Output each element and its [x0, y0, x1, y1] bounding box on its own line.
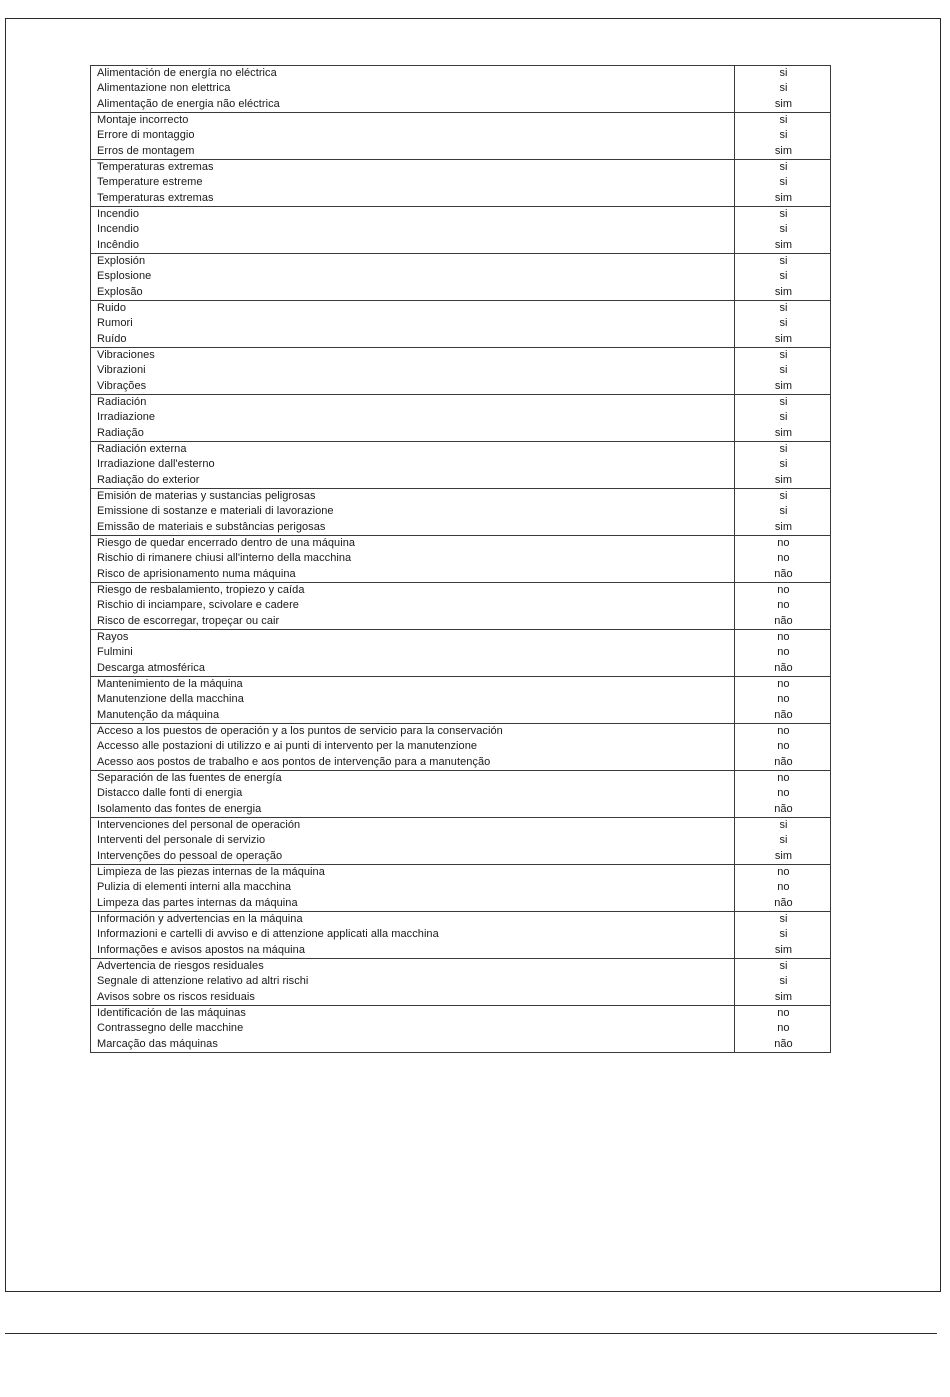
answer-pt: sim [774, 520, 792, 533]
hazard-label-pt: Manutenção da máquina [97, 708, 220, 721]
hazard-label-pt: Radiação [97, 426, 144, 439]
answer-pt: sim [774, 990, 792, 1003]
hazard-description-cell [91, 113, 735, 160]
hazard-row [91, 395, 831, 442]
hazard-label-it: Errore di montaggio [97, 129, 195, 142]
hazard-label-es: Radiación [97, 396, 147, 408]
hazard-label-pt: Alimentação de energia não eléctrica [97, 97, 280, 110]
hazard-row [91, 818, 831, 865]
answer-es: si [779, 960, 788, 972]
hazard-label-es: Emisión de materias y sustancias peligrosas [97, 490, 316, 502]
answer-es: si [779, 255, 788, 267]
answer-it: si [779, 129, 788, 142]
hazard-label-pt: Incêndio [97, 238, 139, 251]
answer-it: si [779, 505, 788, 518]
hazard-label-pt: Emissão de materiais e substâncias perigosas [97, 520, 326, 533]
answer-it: no [777, 552, 790, 565]
answer-es: si [779, 302, 788, 314]
hazard-description-cell [91, 301, 735, 348]
hazard-row [91, 301, 831, 348]
hazard-answer-cell [734, 348, 830, 395]
hazard-label-it: Rischio di rimanere chiusi all'interno della macchina [97, 552, 352, 565]
answer-es: no [777, 631, 790, 643]
hazard-label-pt: Vibrações [97, 379, 147, 392]
hazard-description-cell [91, 395, 735, 442]
hazard-description-cell [91, 442, 735, 489]
hazard-row [91, 630, 831, 677]
hazard-label-pt: Acesso aos postos de trabalho e aos pontos de intervenção para a manutenção [97, 755, 491, 768]
hazard-label-es: Intervenciones del personal de operación [97, 819, 301, 831]
answer-pt: não [774, 567, 793, 580]
answer-pt: sim [774, 943, 792, 956]
answer-pt: sim [774, 849, 792, 862]
hazard-label-it: Pulizia di elementi interni alla macchina [97, 881, 292, 894]
answer-it: si [779, 82, 788, 95]
hazard-row [91, 442, 831, 489]
answer-pt: sim [774, 285, 792, 298]
answer-pt: sim [774, 332, 792, 345]
hazard-table-body [91, 66, 831, 1053]
answer-es: si [779, 114, 788, 126]
answer-es: no [777, 537, 790, 549]
hazard-answer-cell [734, 865, 830, 912]
hazard-label-it: Alimentazione non elettrica [97, 82, 231, 95]
hazard-description-cell [91, 160, 735, 207]
hazard-row [91, 113, 831, 160]
hazard-answer-cell [734, 630, 830, 677]
answer-it: no [777, 646, 790, 659]
hazard-label-es: Acceso a los puestos de operación y a los puntos de servicio para la conservación [97, 725, 503, 737]
answer-es: si [779, 67, 788, 79]
hazard-row [91, 583, 831, 630]
hazard-description-cell [91, 1006, 735, 1053]
hazard-answer-cell [734, 113, 830, 160]
answer-es: no [777, 772, 790, 784]
hazard-label-it: Irradiazione [97, 411, 156, 424]
hazard-label-it: Incendio [97, 223, 139, 236]
hazard-label-it: Accesso alle postazioni di utilizzo e ai punti di intervento per la manutenzione [97, 740, 478, 753]
hazard-label-it: Fulmini [97, 646, 133, 659]
hazard-label-it: Rischio di inciampare, scivolare e cadere [97, 599, 299, 612]
answer-es: si [779, 490, 788, 502]
hazard-label-pt: Avisos sobre os riscos residuais [97, 990, 255, 1003]
hazard-label-es: Identificación de las máquinas [97, 1007, 246, 1019]
answer-it: no [777, 881, 790, 894]
hazard-answer-cell [734, 301, 830, 348]
hazard-label-pt: Limpeza das partes internas da máquina [97, 896, 298, 909]
answer-es: no [777, 725, 790, 737]
hazard-row [91, 489, 831, 536]
hazard-label-it: Emissione di sostanze e materiali di lavorazione [97, 505, 334, 518]
answer-es: no [777, 866, 790, 878]
hazard-label-pt: Explosão [97, 285, 143, 298]
answer-it: si [779, 364, 788, 377]
answer-es: no [777, 678, 790, 690]
hazard-description-cell [91, 818, 735, 865]
answer-pt: não [774, 614, 793, 627]
hazard-description-cell [91, 959, 735, 1006]
hazard-label-es: Información y advertencias en la máquina [97, 913, 303, 925]
hazard-label-pt: Risco de escorregar, tropeçar ou cair [97, 614, 280, 627]
answer-pt: sim [774, 379, 792, 392]
hazard-label-pt: Temperaturas extremas [97, 191, 214, 204]
hazard-answer-cell [734, 1006, 830, 1053]
hazard-row [91, 677, 831, 724]
hazard-label-it: Rumori [97, 317, 133, 330]
answer-it: no [777, 599, 790, 612]
hazard-label-es: Riesgo de resbalamiento, tropiezo y caída [97, 584, 305, 596]
hazard-row [91, 536, 831, 583]
hazard-label-it: Irradiazione dall'esterno [97, 458, 215, 471]
hazard-description-cell [91, 66, 735, 113]
hazard-label-it: Segnale di attenzione relativo ad altri rischi [97, 975, 309, 988]
hazard-label-pt: Informações e avisos apostos na máquina [97, 943, 306, 956]
hazard-label-pt: Isolamento das fontes de energia [97, 802, 262, 815]
hazard-label-pt: Erros de montagem [97, 144, 195, 157]
answer-it: si [779, 176, 788, 189]
answer-it: si [779, 223, 788, 236]
hazard-description-cell [91, 630, 735, 677]
answer-it: si [779, 317, 788, 330]
hazard-row [91, 1006, 831, 1053]
hazard-label-es: Vibraciones [97, 349, 155, 361]
hazard-label-it: Esplosione [97, 270, 152, 283]
hazard-label-es: Radiación externa [97, 443, 187, 455]
hazard-answer-cell [734, 912, 830, 959]
hazard-label-pt: Descarga atmosférica [97, 661, 205, 674]
hazard-row [91, 207, 831, 254]
hazard-label-es: Alimentación de energía no eléctrica [97, 67, 277, 79]
hazard-answer-cell [734, 207, 830, 254]
answer-pt: sim [774, 144, 792, 157]
hazard-answer-cell [734, 583, 830, 630]
answer-it: no [777, 1022, 790, 1035]
hazard-answer-cell [734, 959, 830, 1006]
hazard-label-pt: Intervenções do pessoal de operação [97, 849, 283, 862]
answer-it: no [777, 787, 790, 800]
hazard-row [91, 66, 831, 113]
answer-pt: não [774, 1037, 793, 1050]
hazard-label-es: Montaje incorrecto [97, 114, 189, 126]
hazard-label-es: Explosión [97, 255, 146, 267]
hazard-answer-cell [734, 442, 830, 489]
answer-es: si [779, 349, 788, 361]
hazard-answer-cell [734, 66, 830, 113]
answer-es: si [779, 396, 788, 408]
hazard-description-cell [91, 536, 735, 583]
answer-it: no [777, 693, 790, 706]
hazard-description-cell [91, 865, 735, 912]
answer-pt: não [774, 661, 793, 674]
hazard-label-it: Interventi del personale di servizio [97, 834, 266, 847]
hazard-row [91, 771, 831, 818]
answer-it: si [779, 411, 788, 424]
hazard-label-it: Vibrazioni [97, 364, 146, 377]
answer-it: no [777, 740, 790, 753]
answer-pt: sim [774, 473, 792, 486]
hazard-label-pt: Marcação das máquinas [97, 1037, 218, 1050]
hazard-label-es: Incendio [97, 208, 139, 220]
hazard-row [91, 959, 831, 1006]
hazard-label-es: Temperaturas extremas [97, 161, 214, 173]
hazard-table [90, 65, 831, 1053]
hazard-description-cell [91, 254, 735, 301]
hazard-label-it: Manutenzione della macchina [97, 693, 244, 706]
hazard-description-cell [91, 771, 735, 818]
hazard-description-cell [91, 677, 735, 724]
hazard-row [91, 912, 831, 959]
hazard-answer-cell [734, 254, 830, 301]
hazard-label-it: Informazioni e cartelli di avviso e di attenzione applicati alla macchina [97, 928, 439, 941]
hazard-description-cell [91, 348, 735, 395]
answer-es: si [779, 161, 788, 173]
hazard-answer-cell [734, 160, 830, 207]
hazard-row [91, 254, 831, 301]
hazard-description-cell [91, 207, 735, 254]
hazard-answer-cell [734, 536, 830, 583]
hazard-description-cell [91, 583, 735, 630]
hazard-label-it: Distacco dalle fonti di energia [97, 787, 243, 800]
hazard-row [91, 865, 831, 912]
answer-es: no [777, 1007, 790, 1019]
hazard-answer-cell [734, 771, 830, 818]
hazard-row [91, 160, 831, 207]
hazard-label-es: Advertencia de riesgos residuales [97, 960, 264, 972]
answer-pt: sim [774, 426, 792, 439]
hazard-label-es: Mantenimiento de la máquina [97, 678, 243, 690]
hazard-answer-cell [734, 395, 830, 442]
hazard-row [91, 348, 831, 395]
answer-es: no [777, 584, 790, 596]
hazard-label-pt: Ruído [97, 332, 127, 345]
hazard-label-pt: Radiação do exterior [97, 473, 200, 486]
answer-pt: sim [774, 191, 792, 204]
hazard-description-cell [91, 912, 735, 959]
answer-it: si [779, 270, 788, 283]
answer-it: si [779, 928, 788, 941]
hazard-answer-cell [734, 677, 830, 724]
hazard-label-pt: Risco de aprisionamento numa máquina [97, 567, 296, 580]
answer-pt: não [774, 708, 793, 721]
answer-es: si [779, 208, 788, 220]
hazard-answer-cell [734, 818, 830, 865]
hazard-row [91, 724, 831, 771]
answer-pt: sim [774, 238, 792, 251]
answer-es: si [779, 443, 788, 455]
hazard-answer-cell [734, 724, 830, 771]
answer-pt: não [774, 802, 793, 815]
hazard-label-es: Ruido [97, 302, 126, 314]
hazard-label-es: Limpieza de las piezas internas de la máquina [97, 866, 325, 878]
answer-es: si [779, 913, 788, 925]
answer-es: si [779, 819, 788, 831]
answer-pt: não [774, 755, 793, 768]
answer-it: si [779, 458, 788, 471]
hazard-description-cell [91, 489, 735, 536]
answer-it: si [779, 834, 788, 847]
answer-pt: não [774, 896, 793, 909]
hazard-label-es: Rayos [97, 631, 129, 643]
answer-pt: sim [774, 97, 792, 110]
hazard-answer-cell [734, 489, 830, 536]
hazard-label-es: Riesgo de quedar encerrado dentro de una máquina [97, 537, 356, 549]
hazard-description-cell [91, 724, 735, 771]
answer-it: si [779, 975, 788, 988]
hazard-label-es: Separación de las fuentes de energía [97, 772, 282, 784]
footer-rule [5, 1333, 937, 1334]
hazard-label-it: Temperature estreme [97, 176, 203, 189]
hazard-label-it: Contrassegno delle macchine [97, 1022, 244, 1035]
